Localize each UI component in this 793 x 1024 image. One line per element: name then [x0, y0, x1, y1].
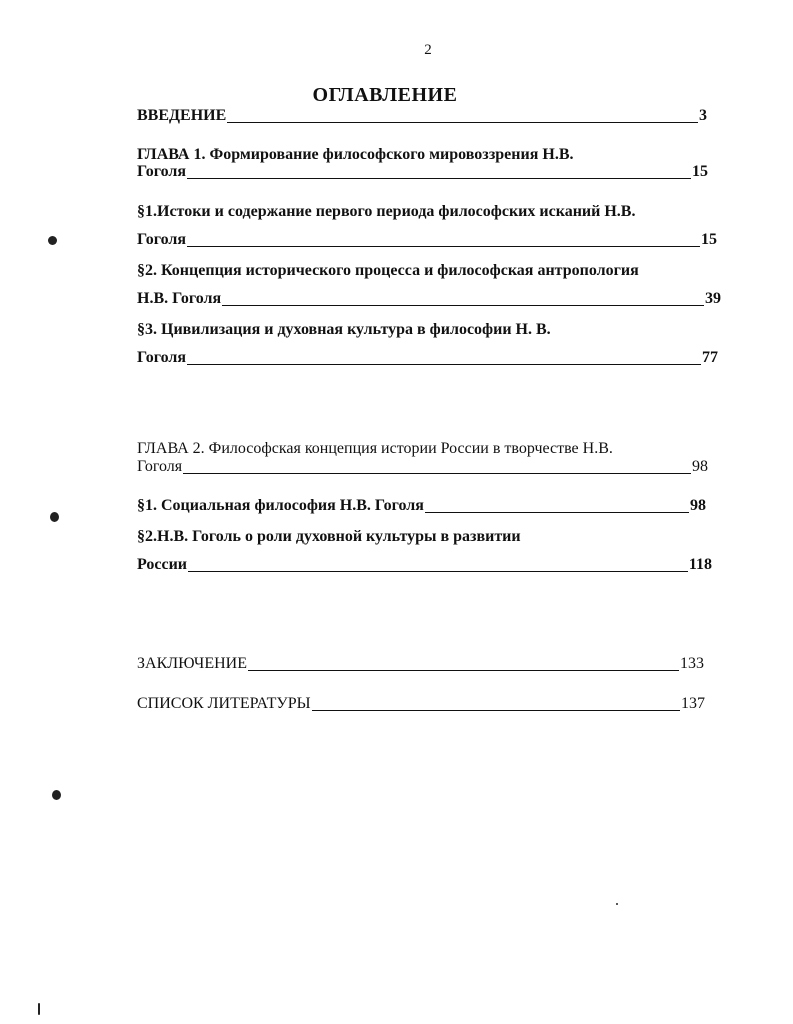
dot-leader: [187, 363, 701, 365]
toc-entry-ch1-s3[interactable]: [137, 348, 718, 368]
dot-leader: [183, 472, 691, 474]
toc-entry-ch2-s1[interactable]: [137, 496, 706, 516]
toc-entry-ch1[interactable]: [137, 162, 708, 182]
toc-entry-intro[interactable]: [137, 106, 707, 126]
dot-leader: [188, 570, 688, 572]
entry-page: 3: [699, 107, 707, 124]
entry-text: Гоголя: [137, 458, 183, 475]
entry-page: 118: [688, 556, 712, 573]
toc-entry-ch2-line1: ГЛАВА 2. Философская концепция истории России в творчестве Н.В.: [137, 440, 613, 457]
toc-entry-ch1-s1[interactable]: [137, 230, 717, 250]
scan-speck: [48, 236, 57, 245]
dot-leader: [248, 669, 679, 671]
entry-page: 39: [705, 290, 721, 307]
toc-entry-bibliography[interactable]: [137, 694, 705, 714]
scan-speck: [52, 790, 61, 800]
toc-entry-ch1-s2[interactable]: [137, 289, 721, 309]
entry-page: 15: [692, 163, 708, 180]
dot-leader: [227, 121, 698, 123]
scan-speck: [616, 903, 618, 905]
toc-title: ОГЛАВЛЕНИЕ: [312, 84, 458, 106]
toc-entry-ch1-s2-line1: §2. Концепция исторического процесса и философская антропология: [137, 262, 639, 279]
scan-speck: [38, 1003, 40, 1015]
entry-page: 137: [681, 695, 705, 712]
entry-page: 133: [680, 655, 704, 672]
entry-page: 77: [702, 349, 718, 366]
toc-entry-ch1-s1-line1: §1.Истоки и содержание первого периода философских исканий Н.В.: [137, 203, 636, 220]
entry-page: 15: [701, 231, 717, 248]
entry-text: Гоголя: [137, 231, 187, 248]
entry-page: 98: [692, 458, 708, 475]
dot-leader: [187, 245, 700, 247]
page-number: 2: [424, 42, 432, 58]
toc-entry-ch1-s3-line1: §3. Цивилизация и духовная культура в философии Н. В.: [137, 321, 551, 338]
entry-text: Н.В. Гоголя: [137, 290, 222, 307]
entry-page: 98: [690, 497, 706, 514]
entry-text: СПИСОК ЛИТЕРАТУРЫ: [137, 695, 311, 712]
entry-text: России: [137, 556, 188, 573]
scan-speck: [50, 512, 59, 522]
entry-text: Гоголя: [137, 349, 187, 366]
dot-leader: [222, 304, 704, 306]
dot-leader: [425, 511, 689, 513]
entry-text: ЗАКЛЮЧЕНИЕ: [137, 655, 247, 672]
toc-entry-ch2-s2[interactable]: [137, 555, 712, 575]
toc-entry-ch1-line1: ГЛАВА 1. Формирование философского мировоззрения Н.В.: [137, 146, 574, 163]
entry-text: §1. Социальная философия Н.В. Гоголя: [137, 497, 424, 514]
dot-leader: [187, 177, 691, 179]
dot-leader: [312, 709, 680, 711]
entry-text: ВВЕДЕНИЕ: [137, 107, 227, 124]
toc-entry-ch2-s2-line1: §2.Н.В. Гоголь о роли духовной культуры в развитии: [137, 528, 521, 545]
entry-text: Гоголя: [137, 163, 187, 180]
toc-entry-ch2[interactable]: [137, 457, 708, 477]
toc-entry-conclusion[interactable]: [137, 654, 704, 674]
